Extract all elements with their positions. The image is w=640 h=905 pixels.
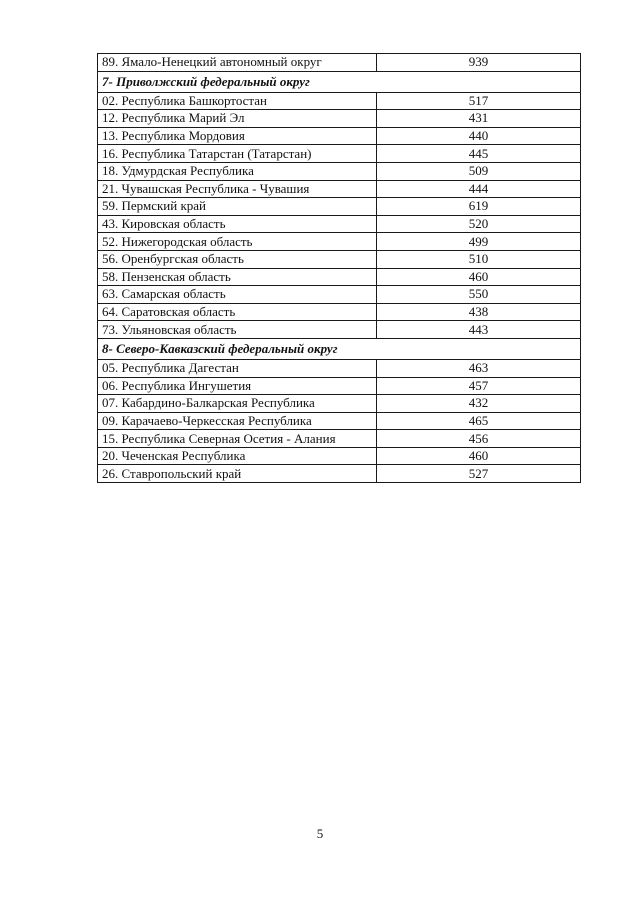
table-row <box>98 286 581 304</box>
region-value: 460 <box>377 447 581 465</box>
region-value: 443 <box>377 321 581 339</box>
table-row <box>98 268 581 286</box>
region-value: 444 <box>377 180 581 198</box>
region-name: 73. Ульяновская область <box>98 321 377 339</box>
page-number: 5 <box>316 826 324 841</box>
region-name: 07. Кабардино-Балкарская Республика <box>98 395 377 413</box>
region-name: 20. Чеченская Республика <box>98 447 377 465</box>
table-row <box>98 447 581 465</box>
region-value: 517 <box>377 92 581 110</box>
region-name: 06. Республика Ингушетия <box>98 377 377 395</box>
table-row <box>98 412 581 430</box>
region-name: 58. Пензенская область <box>98 268 377 286</box>
table-row <box>98 430 581 448</box>
region-value: 550 <box>377 286 581 304</box>
region-name: 21. Чувашская Республика - Чувашия <box>98 180 377 198</box>
table-row <box>98 145 581 163</box>
region-value: 520 <box>377 215 581 233</box>
region-value: 432 <box>377 395 581 413</box>
table-row <box>98 198 581 216</box>
region-name: 43. Кировская область <box>98 215 377 233</box>
table-row <box>98 359 581 377</box>
table-row <box>98 303 581 321</box>
region-table <box>97 53 581 483</box>
region-value: 460 <box>377 268 581 286</box>
region-name: 09. Карачаево-Черкесская Республика <box>98 412 377 430</box>
table-row <box>98 233 581 251</box>
region-name: 13. Республика Мордовия <box>98 127 377 145</box>
region-name: 05. Республика Дагестан <box>98 359 377 377</box>
region-name: 52. Нижегородская область <box>98 233 377 251</box>
table-row <box>98 180 581 198</box>
region-value: 456 <box>377 430 581 448</box>
table-row <box>98 215 581 233</box>
region-name: 56. Оренбургская область <box>98 250 377 268</box>
region-name: 59. Пермский край <box>98 198 377 216</box>
region-value: 440 <box>377 127 581 145</box>
region-value: 619 <box>377 198 581 216</box>
table-row <box>98 395 581 413</box>
section-header-row <box>98 338 581 359</box>
region-value: 463 <box>377 359 581 377</box>
region-value: 527 <box>377 465 581 483</box>
region-name: 89. Ямало-Ненецкий автономный округ <box>98 54 377 72</box>
region-value: 445 <box>377 145 581 163</box>
table-row <box>98 92 581 110</box>
region-name: 02. Республика Башкортостан <box>98 92 377 110</box>
region-name: 26. Ставропольский край <box>98 465 377 483</box>
region-value: 499 <box>377 233 581 251</box>
table-row <box>98 127 581 145</box>
table-row <box>98 250 581 268</box>
region-value: 465 <box>377 412 581 430</box>
region-name: 64. Саратовская область <box>98 303 377 321</box>
section-title: 8- Северо-Кавказский федеральный округ <box>98 338 581 359</box>
region-value: 939 <box>377 54 581 72</box>
region-name: 63. Самарская область <box>98 286 377 304</box>
table-row <box>98 465 581 483</box>
section-title: 7- Приволжский федеральный округ <box>98 71 581 92</box>
region-value: 457 <box>377 377 581 395</box>
region-value: 431 <box>377 110 581 128</box>
region-name: 15. Республика Северная Осетия - Алания <box>98 430 377 448</box>
region-name: 12. Республика Марий Эл <box>98 110 377 128</box>
region-value: 438 <box>377 303 581 321</box>
table-row <box>98 110 581 128</box>
table-row <box>98 162 581 180</box>
table-row <box>98 321 581 339</box>
region-name: 16. Республика Татарстан (Татарстан) <box>98 145 377 163</box>
section-header-row <box>98 71 581 92</box>
region-table-body <box>98 54 581 483</box>
table-row <box>98 377 581 395</box>
region-value: 510 <box>377 250 581 268</box>
region-value: 509 <box>377 162 581 180</box>
region-name: 18. Удмурдская Республика <box>98 162 377 180</box>
table-row <box>98 54 581 72</box>
